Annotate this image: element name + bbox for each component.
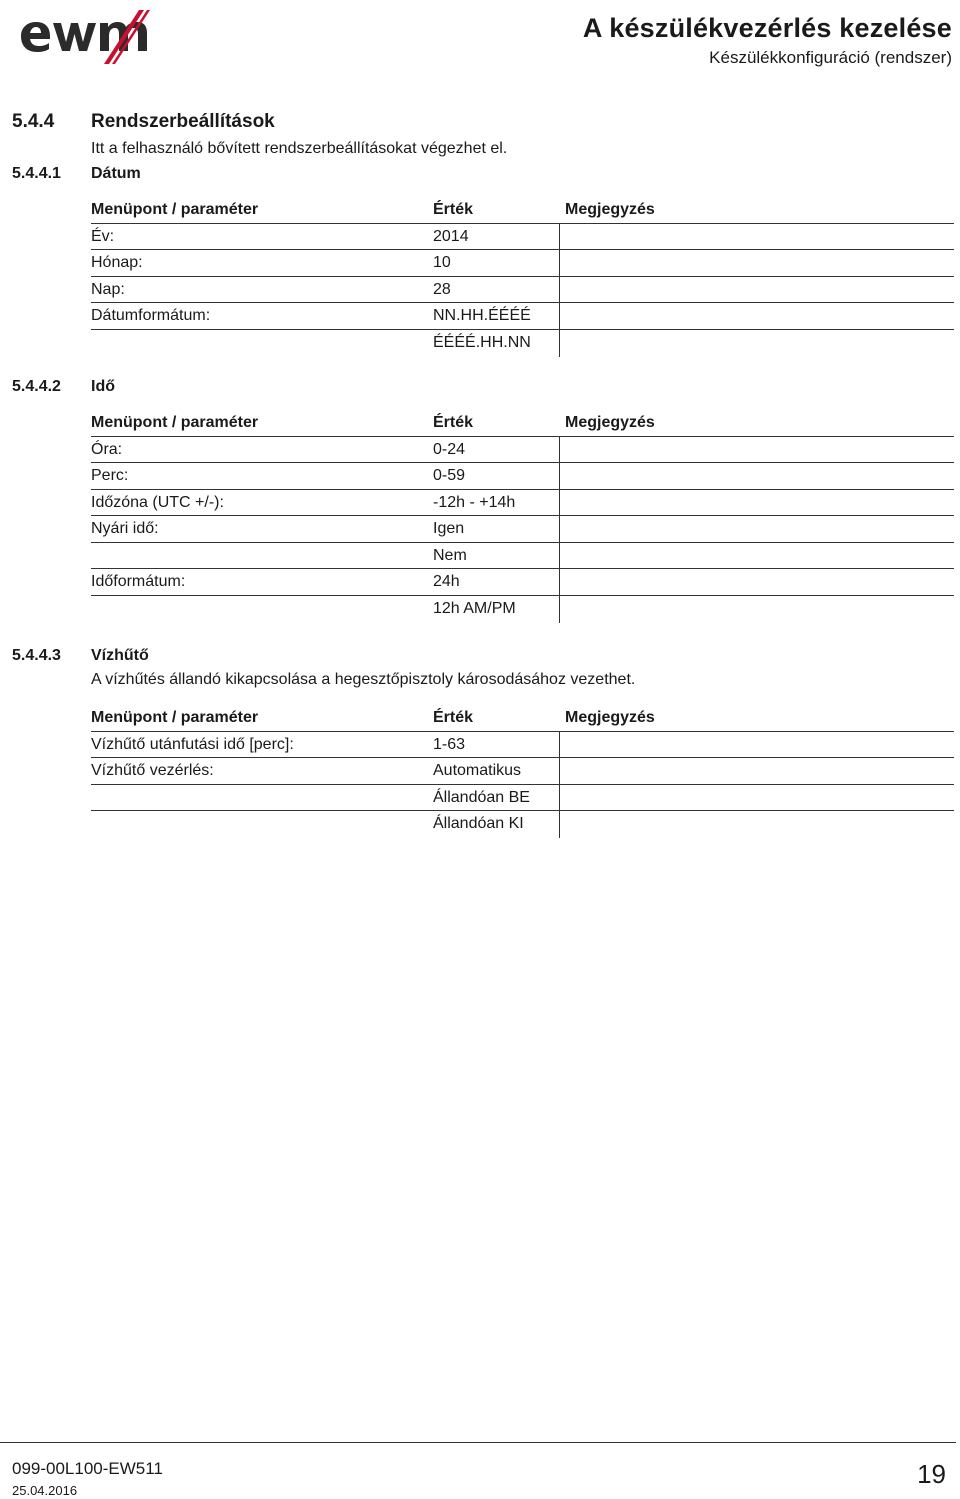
header-parameter: Menüpont / paraméter <box>91 201 259 218</box>
table-header-row <box>91 410 954 437</box>
parameter-cell: Időformátum: <box>91 573 186 590</box>
parameter-cell: Év: <box>91 227 115 245</box>
table-row <box>91 516 954 543</box>
footer-divider <box>0 1442 956 1443</box>
value-cell: 2014 <box>433 227 469 245</box>
subsection-number-date: 5.4.4.1 <box>12 165 61 182</box>
cooler-table <box>91 705 954 838</box>
value-cell: 1-63 <box>433 735 466 753</box>
header-value: Érték <box>433 709 474 726</box>
parameter-cell: Hónap: <box>91 254 143 271</box>
table-row <box>91 811 954 838</box>
header-title: A készülékvezérlés kezelése <box>582 13 952 43</box>
value-cell: Állandóan KI <box>433 815 524 832</box>
section-number: 5.4.4 <box>12 111 55 132</box>
value-cell: Igen <box>433 520 465 537</box>
page-number: 19 <box>917 1459 946 1489</box>
table-row <box>91 490 954 517</box>
value-cell: ÉÉÉÉ.HH.NN <box>433 333 531 351</box>
subsection-number-time: 5.4.4.2 <box>12 378 61 395</box>
table-header-row <box>91 197 954 224</box>
date-table <box>91 197 954 357</box>
table-row <box>91 437 954 464</box>
value-cell: 12h AM/PM <box>433 599 516 617</box>
value-cell: 0-24 <box>433 440 466 458</box>
subsection-title-cooler: Vízhűtő <box>91 647 149 664</box>
parameter-cell: Dátumformátum: <box>91 307 211 324</box>
section-intro: Itt a felhasználó bővített rendszerbeállításokat végezhet el. <box>91 140 508 157</box>
parameter-cell: Vízhűtő vezérlés: <box>91 762 214 779</box>
header-value: Érték <box>433 414 474 431</box>
value-cell: Automatikus <box>433 762 522 779</box>
ewm-logo <box>18 6 168 75</box>
value-cell: 24h <box>433 573 460 590</box>
document-date: 25.04.2016 <box>12 1483 78 1498</box>
value-cell: 10 <box>433 254 451 271</box>
subsection-number-cooler: 5.4.4.3 <box>12 647 61 664</box>
subsection-title-time: Idő <box>91 378 115 395</box>
table-row <box>91 785 954 812</box>
parameter-cell: Perc: <box>91 467 129 484</box>
table-row <box>91 463 954 490</box>
parameter-cell: Vízhűtő utánfutási idő [perc]: <box>91 735 294 753</box>
table-row <box>91 758 954 785</box>
value-cell: 28 <box>433 280 451 298</box>
table-row <box>91 277 954 304</box>
header-parameter: Menüpont / paraméter <box>91 709 259 726</box>
table-row <box>91 250 954 277</box>
parameter-cell: Nyári idő: <box>91 520 159 537</box>
header-note: Megjegyzés <box>565 414 655 431</box>
time-table <box>91 410 954 623</box>
table-row <box>91 569 954 596</box>
table-row <box>91 543 954 570</box>
parameter-cell: Időzóna (UTC +/-): <box>91 493 224 511</box>
header-subtitle: Készülékkonfiguráció (rendszer) <box>709 48 952 67</box>
header-value: Érték <box>433 201 474 218</box>
subsection-title-date: Dátum <box>91 165 141 182</box>
value-cell: Nem <box>433 546 467 564</box>
document-number: 099-00L100-EW511 <box>12 1459 163 1478</box>
header-note: Megjegyzés <box>565 709 655 726</box>
header-note: Megjegyzés <box>565 201 655 218</box>
value-cell: NN.HH.ÉÉÉÉ <box>433 307 531 324</box>
value-cell: -12h - +14h <box>433 493 516 511</box>
table-header-row <box>91 705 954 732</box>
cooler-warning-text: A vízhűtés állandó kikapcsolása a hegesztőpisztoly károsodásához vezethet. <box>91 671 636 688</box>
table-row <box>91 732 954 759</box>
table-row <box>91 596 954 623</box>
header-parameter: Menüpont / paraméter <box>91 414 259 431</box>
value-cell: Állandóan BE <box>433 788 530 806</box>
value-cell: 0-59 <box>433 467 466 484</box>
parameter-cell: Óra: <box>91 440 123 458</box>
table-row <box>91 303 954 330</box>
parameter-cell: Nap: <box>91 280 125 298</box>
table-row <box>91 330 954 357</box>
section-title: Rendszerbeállítások <box>91 111 275 132</box>
table-row <box>91 224 954 251</box>
